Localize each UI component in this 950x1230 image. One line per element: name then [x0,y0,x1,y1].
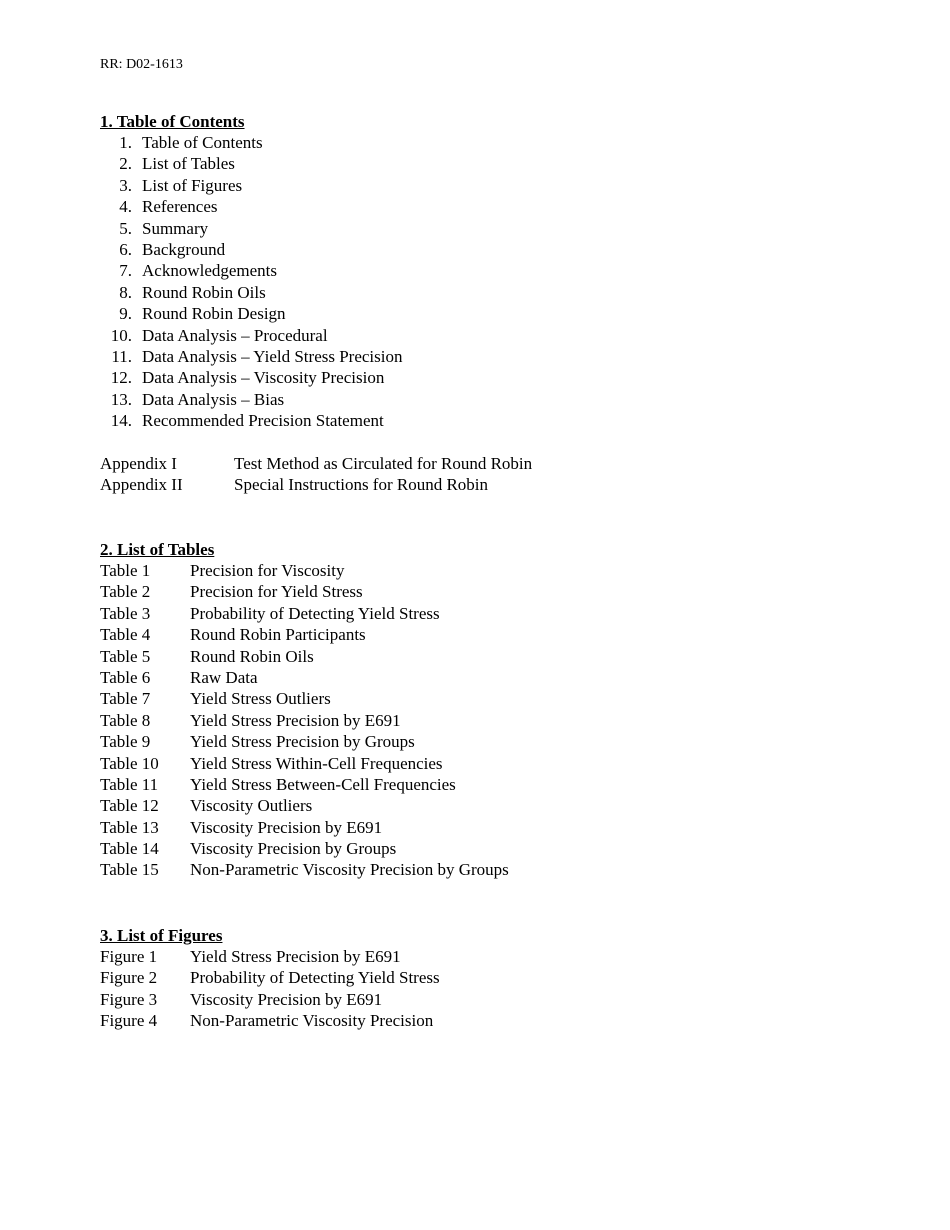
toc-heading: 1. Table of Contents [100,112,245,131]
tables-heading: 2. List of Tables [100,540,215,559]
figures-heading: 3. List of Figures [100,926,223,945]
document-id: RR: D02-1613 [100,57,183,72]
